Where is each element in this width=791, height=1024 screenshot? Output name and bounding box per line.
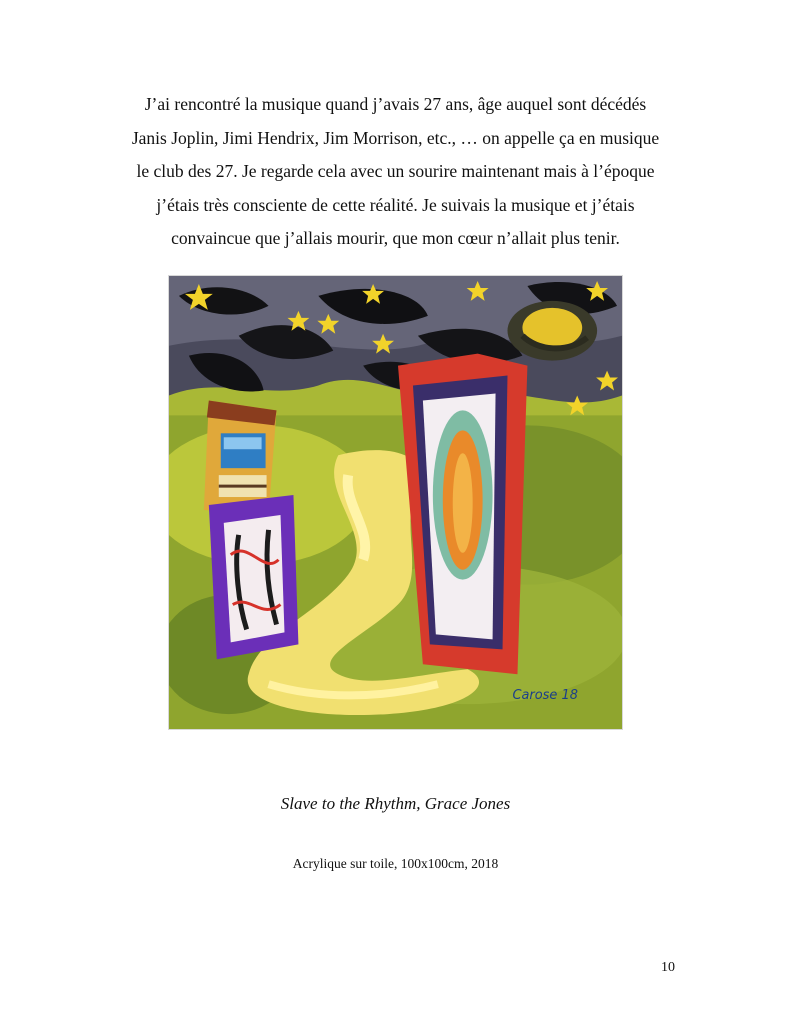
painting-image xyxy=(168,275,623,730)
body-line: convaincue que j’allais mourir, que mon cœur n’allait plus tenir. xyxy=(171,228,620,248)
house-window-glare xyxy=(224,437,262,449)
body-line: Janis Joplin, Jimi Hendrix, Jim Morrison, etc., … on appelle ça en musique xyxy=(131,127,660,148)
painting-artwork xyxy=(169,276,622,729)
body-paragraph xyxy=(120,88,671,256)
artwork-title: Slave to the Rhythm, Grace Jones xyxy=(280,794,511,813)
page-number: 10 xyxy=(661,960,675,975)
artwork-details: Acrylique sur toile, 100x100cm, 2018 xyxy=(292,856,499,871)
body-line: J’ai rencontré la musique quand j’avais 27 ans, âge auquel sont décédés xyxy=(144,94,647,114)
door-arch-inner xyxy=(453,453,473,553)
body-line: j’étais très consciente de cette réalité. Je suivais la musique et j’étais xyxy=(156,194,635,215)
body-line: le club des 27. Je regarde cela avec un sourire maintenant mais à l’époque xyxy=(136,161,655,181)
painting-signature: Carose 18 xyxy=(512,688,578,704)
